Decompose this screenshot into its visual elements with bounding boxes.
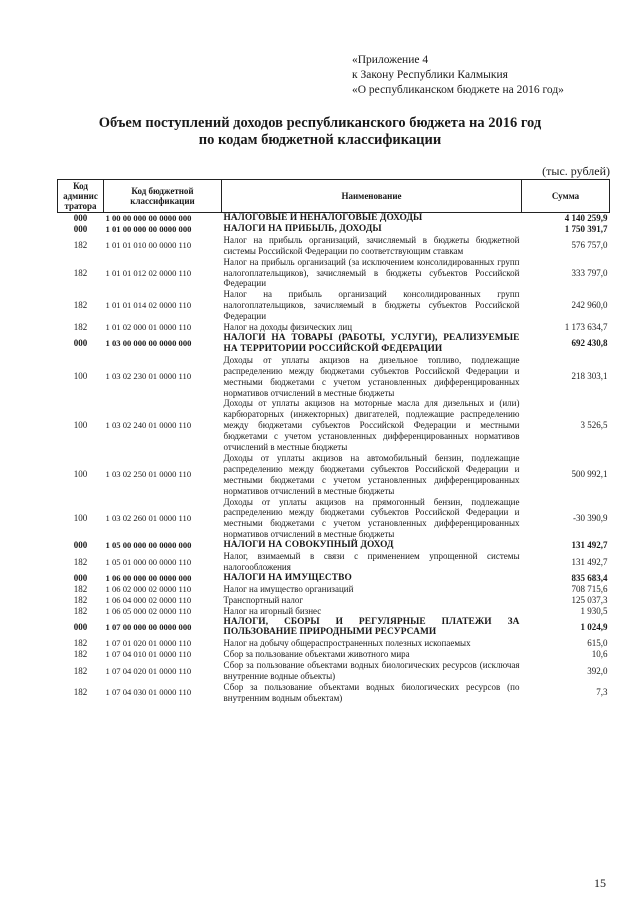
cell-admin-code: 100 — [73, 512, 88, 523]
cell-sum: 708 715,6 — [571, 583, 608, 594]
cell-budget-code: 1 00 00 000 00 0000 000 — [105, 213, 192, 223]
cell-name: Налог на имущество организаций — [223, 583, 354, 594]
cell-sum: 131 492,7 — [571, 540, 608, 551]
cell-admin-code: 000 — [73, 223, 88, 234]
cell-admin-code: 000 — [73, 540, 88, 551]
table-row — [58, 540, 610, 551]
table-row — [58, 355, 610, 399]
title-line-1: Объем поступлений доходов республиканского бюджета на 2016 год — [98, 115, 542, 131]
units-label: (тыс. рублей) — [542, 164, 610, 178]
header-sum: Сумма — [522, 180, 610, 213]
cell-sum: 692 430,8 — [571, 338, 608, 349]
cell-name: Налог на прибыль организаций консолидированных групп налогоплательщиков, зачисляемый в бюджеты субъектов Российской Федерации — [223, 289, 520, 322]
header-budget-code: Код бюджетной классификации — [104, 180, 222, 213]
cell-admin-code: 100 — [73, 420, 88, 431]
table-row — [58, 224, 610, 235]
cell-sum: 1 930,5 — [580, 605, 608, 616]
cell-name: НАЛОГИ НА ПРИБЫЛЬ, ДОХОДЫ — [223, 223, 382, 234]
cell-sum: 1 750 391,7 — [564, 223, 608, 234]
cell-admin-code: 000 — [73, 213, 88, 223]
cell-admin-code: 100 — [73, 371, 88, 382]
cell-sum: 218 303,1 — [571, 371, 608, 382]
cell-name: Налог, взимаемый в связи с применением упрощенной системы налогообложения — [223, 551, 520, 572]
cell-budget-code: 1 03 02 260 01 0000 110 — [105, 512, 192, 523]
cell-sum: 576 757,0 — [571, 240, 608, 251]
table-row — [58, 617, 610, 639]
cell-name: НАЛОГОВЫЕ И НЕНАЛОГОВЫЕ ДОХОДЫ — [223, 213, 423, 223]
cell-admin-code: 182 — [73, 665, 88, 676]
cell-sum: 4 140 259,9 — [564, 213, 608, 223]
cell-name: Доходы от уплаты акцизов на моторные масла для дизельных и (или) карбюраторных (инжекторных) двигателей, подлежащие распределению между бюджетами субъектов Российской Федерации и местными бюджетами с учетом установленных дифференцированных нормативов отчислений в местные бюджеты — [223, 398, 520, 453]
table-row — [58, 235, 610, 257]
table-row — [58, 322, 610, 333]
table-row — [58, 638, 610, 649]
cell-admin-code: 000 — [73, 338, 88, 349]
table-row — [58, 551, 610, 573]
cell-admin-code: 182 — [73, 300, 88, 311]
cell-budget-code: 1 01 01 014 02 0000 110 — [105, 300, 192, 311]
cell-sum: 835 683,4 — [571, 572, 608, 583]
cell-name: Доходы от уплаты акцизов на автомобильный бензин, подлежащие распределению между бюджетами субъектов Российской Федерации и местными бюджетами с учетом установленных дифференцированных нормативов отчислений в местные бюджеты — [223, 452, 520, 496]
cell-name: Доходы от уплаты акцизов на дизельное топливо, подлежащие распределению между бюджетами субъектов Российской Федерации и местными бюджетами с учетом установленных дифференцированных нормативов отчислений в местные бюджеты — [223, 354, 520, 398]
cell-admin-code: 182 — [73, 649, 88, 660]
title-line-2: по кодам бюджетной классификации — [198, 132, 442, 148]
cell-sum: 7,3 — [596, 687, 608, 698]
cell-admin-code: 182 — [73, 240, 88, 251]
cell-name: НАЛОГИ, СБОРЫ И РЕГУЛЯРНЫЕ ПЛАТЕЖИ ЗА ПОЛЬЗОВАНИЕ ПРИРОДНЫМИ РЕСУРСАМИ — [223, 616, 520, 638]
cell-sum: 1 024,9 — [580, 621, 608, 632]
cell-sum: -30 390,9 — [573, 512, 608, 523]
cell-admin-code: 182 — [73, 267, 88, 278]
revenue-table — [57, 179, 610, 704]
cell-name: Налог на доходы физических лиц — [223, 322, 353, 333]
cell-sum: 3 526,5 — [580, 420, 608, 431]
appendix-reference — [352, 53, 564, 98]
table-row — [58, 660, 610, 682]
cell-admin-code: 182 — [73, 638, 88, 649]
cell-budget-code: 1 03 02 240 01 0000 110 — [105, 420, 192, 431]
cell-budget-code: 1 01 01 012 02 0000 110 — [105, 267, 192, 278]
table-header-row — [58, 180, 610, 213]
cell-sum: 131 492,7 — [571, 556, 608, 567]
cell-admin-code: 182 — [73, 322, 88, 333]
cell-budget-code: 1 01 01 010 00 0000 110 — [105, 240, 192, 251]
cell-budget-code: 1 07 00 000 00 0000 000 — [105, 621, 192, 632]
cell-budget-code: 1 07 04 020 01 0000 110 — [105, 665, 192, 676]
table-row — [58, 398, 610, 453]
cell-name: НАЛОГИ НА ИМУЩЕСТВО — [223, 572, 352, 583]
cell-budget-code: 1 06 02 000 02 0000 110 — [105, 583, 192, 594]
cell-sum: 125 037,3 — [571, 594, 608, 605]
cell-sum: 1 173 634,7 — [564, 322, 608, 333]
cell-budget-code: 1 07 04 010 01 0000 110 — [105, 649, 192, 660]
cell-budget-code: 1 03 02 230 01 0000 110 — [105, 371, 192, 382]
cell-name: НАЛОГИ НА СОВОКУПНЫЙ ДОХОД — [223, 540, 394, 551]
cell-budget-code: 1 05 01 000 00 0000 110 — [105, 556, 192, 567]
cell-budget-code: 1 07 01 020 01 0000 110 — [105, 638, 192, 649]
cell-budget-code: 1 03 02 250 01 0000 110 — [105, 469, 192, 480]
cell-budget-code: 1 05 00 000 00 0000 000 — [105, 540, 192, 551]
cell-name: НАЛОГИ НА ТОВАРЫ (РАБОТЫ, УСЛУГИ), РЕАЛИЗУЕМЫЕ НА ТЕРРИТОРИИ РОССИЙСКОЙ ФЕДЕРАЦИИ — [223, 332, 520, 354]
cell-admin-code: 100 — [73, 469, 88, 480]
cell-name: Налог на прибыль организаций (за исключением консолидированных групп налогоплательщиков), зачисляемый в бюджеты субъектов Российской Федерации — [223, 256, 520, 289]
cell-admin-code: 000 — [73, 572, 88, 583]
cell-admin-code: 182 — [73, 583, 88, 594]
cell-budget-code: 1 07 04 030 01 0000 110 — [105, 687, 192, 698]
appendix-line-2: к Закону Республики Калмыкия — [352, 69, 508, 81]
header-admin-code: Код админис тратора — [58, 180, 104, 213]
cell-budget-code: 1 06 04 000 02 0000 110 — [105, 594, 192, 605]
table-row — [58, 257, 610, 290]
table-body — [58, 213, 610, 704]
header-name: Наименование — [222, 180, 522, 213]
cell-admin-code: 182 — [73, 605, 88, 616]
appendix-line-1: «Приложение 4 — [352, 54, 429, 66]
table-row — [58, 289, 610, 322]
cell-budget-code: 1 06 05 000 02 0000 110 — [105, 605, 192, 616]
cell-sum: 242 960,0 — [571, 300, 608, 311]
cell-sum: 500 992,1 — [571, 469, 608, 480]
cell-budget-code: 1 03 00 000 00 0000 000 — [105, 338, 192, 349]
cell-admin-code: 000 — [73, 621, 88, 632]
table-row — [58, 584, 610, 595]
cell-name: Налог на добычу общераспространенных полезных ископаемых — [223, 638, 471, 649]
table-row — [58, 606, 610, 617]
cell-name: Транспортный налог — [223, 594, 304, 605]
cell-name: Налог на игорный бизнес — [223, 605, 322, 616]
cell-budget-code: 1 01 02 000 01 0000 110 — [105, 322, 192, 333]
cell-admin-code: 182 — [73, 594, 88, 605]
cell-name: Налог на прибыль организаций, зачисляемый в бюджеты бюджетной системы Российской Федерации по соответствующим ставкам — [223, 234, 520, 256]
table-row — [58, 497, 610, 541]
cell-name: Сбор за пользование объектами водных биологических ресурсов (по внутренним водным объектам) — [223, 681, 520, 703]
table-row — [58, 595, 610, 606]
document-title — [60, 115, 580, 149]
cell-name: Сбор за пользование объектами животного мира — [223, 649, 410, 660]
table-row — [58, 682, 610, 704]
table-row — [58, 333, 610, 355]
cell-sum: 10,6 — [591, 649, 608, 660]
cell-name: Доходы от уплаты акцизов на прямогонный бензин, подлежащие распределению между бюджетами субъектов Российской Федерации и местными бюджетами с учетом установленных дифференцированных нормативов отчислений в местные бюджеты — [223, 496, 520, 540]
cell-budget-code: 1 01 00 000 00 0000 000 — [105, 223, 192, 234]
cell-sum: 615,0 — [587, 638, 608, 649]
cell-sum: 392,0 — [587, 665, 608, 676]
table-row — [58, 213, 610, 224]
cell-sum: 333 797,0 — [571, 267, 608, 278]
table-row — [58, 453, 610, 497]
cell-name: Сбор за пользование объектами водных биологических ресурсов (исключая внутренние водные объекты) — [223, 660, 520, 682]
table-row — [58, 649, 610, 660]
cell-admin-code: 182 — [73, 687, 88, 698]
appendix-line-3: «О республиканском бюджете на 2016 год» — [352, 84, 564, 96]
table-row — [58, 573, 610, 584]
page-number: 15 — [594, 876, 606, 890]
cell-budget-code: 1 06 00 000 00 0000 000 — [105, 572, 192, 583]
cell-admin-code: 182 — [73, 556, 88, 567]
